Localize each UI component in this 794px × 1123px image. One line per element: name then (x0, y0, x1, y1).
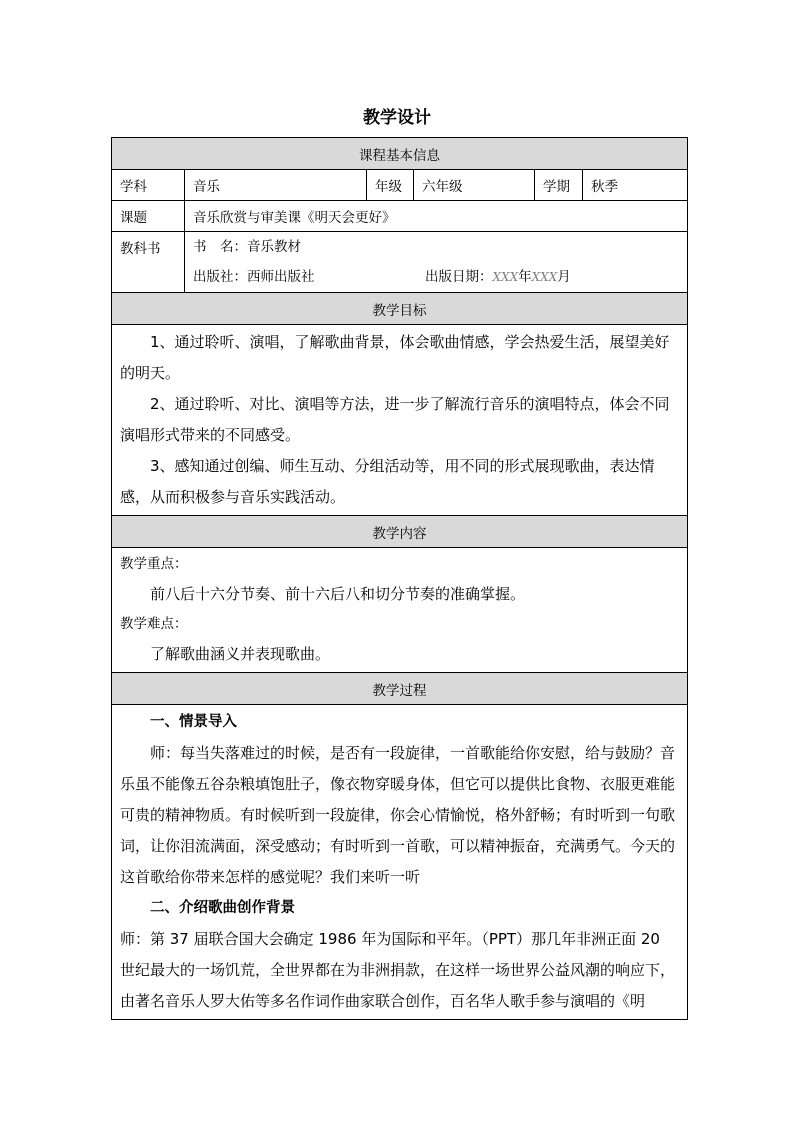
step1-heading: 一、情景导入 (150, 714, 237, 730)
grade-value: 六年级 (414, 170, 535, 201)
objective-item: 2、通过聆听、对比、演唱等方法，进一步了解流行音乐的演唱特点，体会不同演唱形式带来的不同感受。 (120, 395, 670, 444)
objective-item: 1、通过聆听、演唱，了解歌曲背景，体会歌曲情感，学会热爱生活，展望美好的明天。 (120, 333, 670, 382)
textbook-info (185, 232, 688, 293)
section-process: 教学过程 (112, 673, 688, 705)
subject-label: 学科 (112, 170, 185, 201)
section-objectives: 教学目标 (112, 293, 688, 325)
section-basic-info: 课程基本信息 (112, 138, 688, 170)
month-placeholder: XXX (531, 270, 558, 284)
document-title: 教学设计 (363, 108, 431, 128)
year-placeholder: XXX (492, 270, 519, 284)
book-name: 书 名：音乐教材 (193, 239, 301, 255)
key-points-text: 前八后十六分节奏、前十六后八和切分节奏的准确掌握。 (150, 585, 526, 603)
textbook-label: 教科书 (112, 232, 185, 293)
publisher: 出版社：西师出版社 (193, 269, 315, 285)
step2-text: 师：第 37 届联合国大会确定 1986 年为国际和平年。（PPT）那几年非洲正面 20 世纪最大的一场饥荒，全世界都在为非洲捐款，在这样一场世界公益风潮的响应下，由著名音乐人罗大佑等多名作词作曲家联合创作，百名华人歌手参与演唱的《明 (120, 930, 676, 1010)
process-body (112, 705, 688, 1020)
topic-value: 音乐欣赏与审美课《明天会更好》 (185, 201, 688, 232)
term-value: 秋季 (583, 170, 688, 201)
topic-label: 课题 (112, 201, 185, 232)
term-label: 学期 (535, 170, 583, 201)
publish-date: 出版日期：XXX年XXX月 (425, 269, 571, 285)
step1-text: 师：每当失落难过的时候，是否有一段旋律，一首歌能给你安慰，给与鼓励？音乐虽不能像五谷杂粮填饱肚子，像衣物穿暖身体，但它可以提供比食物、衣服更难能可贵的精神物质。有时候听到一段旋律，你会心情愉悦，格外舒畅；有时听到一句歌词，让你泪流满面，深受感动；有时听到一首歌，可以精神振奋，充满勇气。今天的这首歌给你带来怎样的感觉呢？我们来听一听 (120, 744, 676, 886)
lesson-plan-table (111, 137, 688, 1020)
grade-label: 年级 (367, 170, 414, 201)
content-body (112, 548, 688, 673)
subject-value: 音乐 (185, 170, 367, 201)
objectives-body (112, 325, 688, 516)
key-points-label: 教学重点： (120, 556, 188, 572)
difficult-points-label: 教学难点： (120, 616, 188, 632)
step2-heading: 二、介绍歌曲创作背景 (150, 900, 295, 916)
difficult-points-text: 了解歌曲涵义并表现歌曲。 (150, 645, 331, 663)
section-content: 教学内容 (112, 516, 688, 548)
objective-item: 3、感知通过创编、师生互动、分组活动等，用不同的形式展现歌曲，表达情感，从而积极参与音乐实践活动。 (120, 457, 655, 506)
